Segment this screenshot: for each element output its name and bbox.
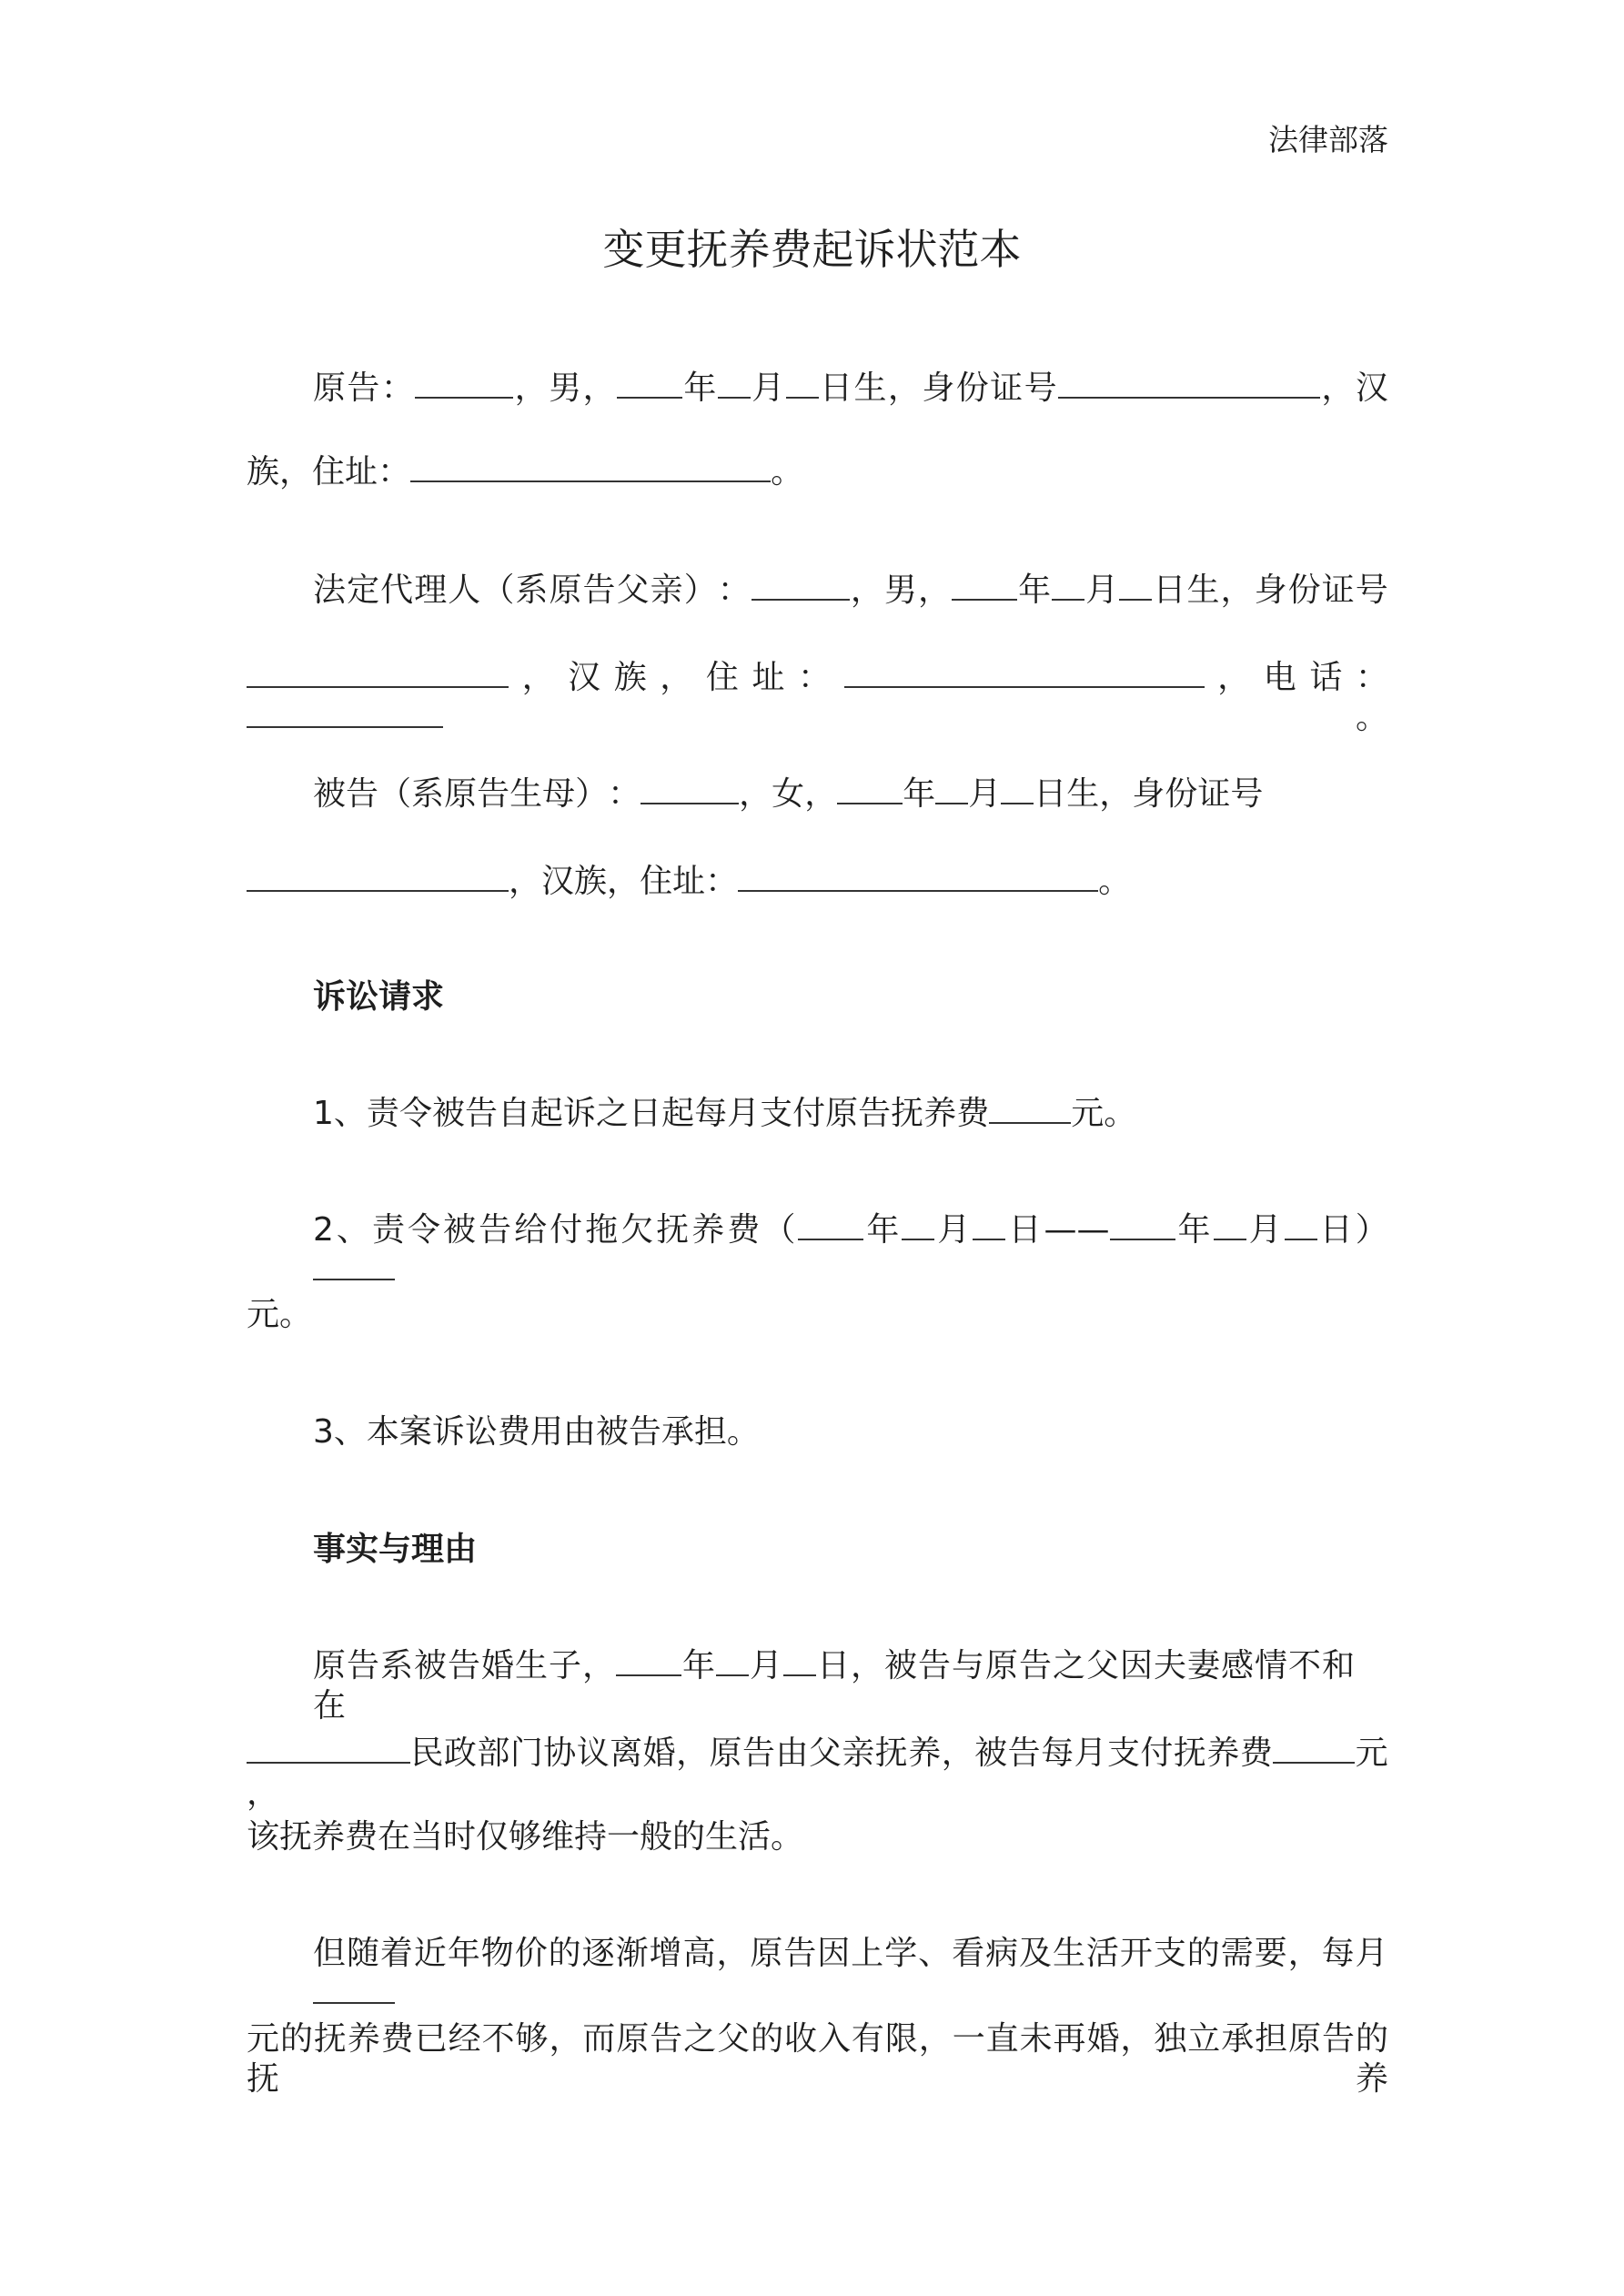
fill-in-blank — [783, 1647, 816, 1676]
claim-item-1: 1​、​责​令​被​告​自​起​诉​之​日​起​每​月​支​付​原​告​抚​养​费​ 元​。​ — [313, 1095, 1137, 1132]
defendant-line-2: ，​汉​族​，​住​址​：​ 。​ — [247, 862, 1388, 902]
fill-in-blank — [1119, 571, 1152, 601]
facts-para2-line-1: 但​随​着​近​年​物​价​的​逐​渐​增​高​，​原​告​因​上​学​、​看​病​及​生​活​开​支​的​需​要​，​每​月​ — [313, 1934, 1388, 2014]
facts-heading: 事实与理由 — [313, 1531, 478, 1568]
facts-para1-line-2: 民​政​部​门​协​议​离​婚​，​原​告​由​父​亲​抚​养​，​被​告​每​月​支​付​抚​养​费​ 元​，​ — [247, 1735, 1388, 1812]
header-brand: 法律部落 — [1268, 122, 1388, 157]
fill-in-blank — [751, 571, 850, 601]
fill-in-blank — [989, 1095, 1071, 1124]
fill-in-blank — [798, 1211, 863, 1240]
fill-in-blank — [716, 1647, 749, 1676]
fill-in-blank — [1001, 775, 1034, 804]
fill-in-blank — [247, 1735, 410, 1764]
fill-in-blank — [1285, 1211, 1317, 1240]
facts-para1-line-3: 该抚养费在当时仅够维持一般的生活。 — [247, 1818, 804, 1856]
fill-in-blank — [738, 863, 1098, 892]
fill-in-blank — [617, 369, 682, 399]
fill-in-blank — [247, 699, 443, 728]
facts-para2-line-2: 元的抚养费已经不够，而原告之父的收入有限，一直未再婚，独立承担原告的抚养 — [247, 2020, 1388, 2098]
fill-in-blank — [1110, 1211, 1175, 1240]
fill-in-blank — [973, 1211, 1005, 1240]
claim-item-2-line-2: 元。 — [247, 1296, 313, 1333]
defendant-line-1: 被​告​（​系​原​告​生​母​）​：​ ，​女​，​ 年​ 月​ 日​生​，​身​份​证​号​ — [313, 775, 1264, 813]
plaintiff-line-1: 原​告​：​ ，​男​，​ 年​ 月​ 日​生​，​身​份​证​号​ ，​汉​ — [313, 369, 1388, 407]
fill-in-blank — [1058, 369, 1320, 399]
guardian-line-1: 法​定​代​理​人​（​系​原​告​父​亲​）​：​ ，​男​，​ 年​ 月​ 日​生​，​身​份​证​号​ — [313, 571, 1388, 609]
document-title: 变更抚养费起诉状范本 — [602, 225, 1022, 274]
fill-in-blank — [902, 1211, 934, 1240]
fill-in-blank — [786, 369, 819, 399]
fill-in-blank — [935, 775, 968, 804]
claims-heading: 诉讼请求 — [313, 978, 445, 1016]
fill-in-blank — [718, 369, 751, 399]
fill-in-blank — [313, 1975, 395, 2004]
facts-para1-line-1: 原​告​系​被​告​婚​生​子​，​ 年​ 月​ 日​，​被​告​与​原​告​之​父​因​夫​妻​感​情​不​和​在​ — [313, 1647, 1355, 1725]
fill-in-blank — [1052, 571, 1084, 601]
fill-in-blank — [313, 1251, 395, 1280]
fill-in-blank — [641, 775, 739, 804]
fill-in-blank — [837, 775, 903, 804]
fill-in-blank — [247, 863, 509, 892]
fill-in-blank — [952, 571, 1017, 601]
fill-in-blank — [844, 659, 1205, 688]
fill-in-blank — [1214, 1211, 1246, 1240]
guardian-line-2: ，​汉​族​，​住​址​：​ ，​电​话​：​。​ — [247, 658, 1388, 738]
fill-in-blank — [415, 369, 513, 399]
claim-item-2-line-1: 2​、​责​令​被​告​给​付​拖​欠​抚​养​费​（​ 年​ 月​ 日​—​—​ 年​ 月​ 日​）​ — [313, 1210, 1388, 1290]
fill-in-blank — [616, 1647, 681, 1676]
fill-in-blank — [1273, 1735, 1355, 1764]
plaintiff-line-2: 族​，​住​址​：​ 。​ — [247, 453, 804, 491]
fill-in-blank — [247, 659, 509, 688]
fill-in-blank — [410, 453, 771, 482]
claim-item-3: 3、本案诉讼费用由被告承担。 — [313, 1413, 760, 1451]
